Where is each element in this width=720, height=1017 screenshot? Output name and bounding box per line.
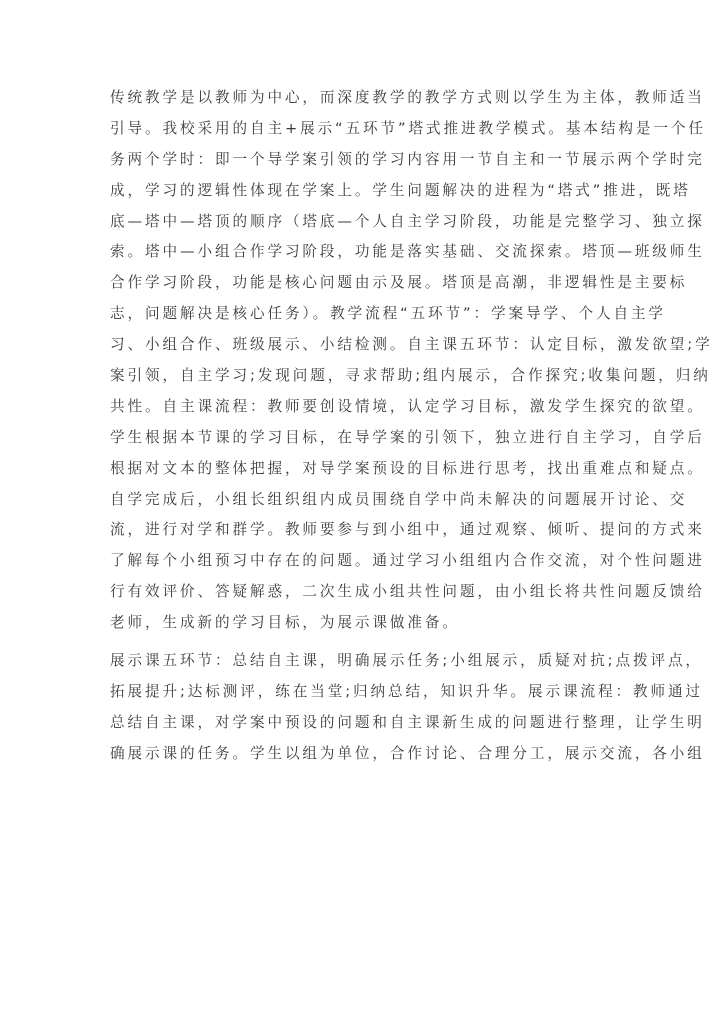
text-line: 引导。我校采用的自主+展示“五环节”塔式推进教学模式。基本结构是一个任 [110, 119, 706, 137]
text-line: 志，问题解决是核心任务）。教学流程“五环节”：学案导学、个人自主学 [110, 305, 666, 323]
text-line: 行有效评价、答疑解惑，二次生成小组共性问题，由小组长将共性问题反馈给 [110, 583, 705, 601]
text-line: 拓展提升;达标测评，练在当堂;归纳总结，知识升华。展示课流程：教师通过 [110, 682, 703, 700]
text-line: 索。塔中—小组合作学习阶段，功能是落实基础、交流探索。塔顶—班级师生 [110, 243, 705, 261]
text-line: 了解每个小组预习中存在的问题。通过学习小组组内合作交流，对个性问题进 [110, 552, 705, 570]
text-line: 展示课五环节：总结自主课，明确展示任务;小组展示，质疑对抗;点拨评点， [110, 652, 703, 670]
text-line: 流，进行对学和群学。教师要参与到小组中，通过观察、倾听、提问的方式来 [110, 521, 705, 539]
text-line: 合作学习阶段，功能是核心问题由示及展。塔顶是高潮，非逻辑性是主要标 [110, 274, 688, 292]
text-line: 成，学习的逻辑性体现在学案上。学生问题解决的进程为“塔式”推进，既塔 [110, 181, 691, 199]
text-line: 确展示课的任务。学生以组为单位，合作讨论、合理分工，展示交流，各小组 [110, 744, 705, 762]
paragraph-2 [110, 646, 705, 770]
paragraph-1 [110, 83, 713, 639]
text-line: 底—塔中—塔顶的顺序（塔底—个人自主学习阶段，功能是完整学习、独立探 [110, 212, 705, 230]
text-line: 传统教学是以教师为中心，而深度教学的教学方式则以学生为主体，教师适当 [110, 89, 705, 106]
text-line: 共性。自主课流程：教师要创设情境，认定学习目标，激发学生探究的欲望。 [110, 397, 705, 415]
text-line: 老师，生成新的学习目标，为展示课做准备。 [110, 614, 460, 632]
text-line: 总结自主课，对学案中预设的问题和自主课新生成的问题进行整理，让学生明 [110, 713, 705, 731]
document-page [110, 83, 713, 770]
text-line: 根据对文本的整体把握，对导学案预设的目标进行思考，找出重难点和疑点。 [110, 459, 705, 477]
text-line: 自学完成后，小组长组织组内成员围绕自学中尚未解决的问题展开讨论、交 [110, 490, 688, 508]
text-line: 学生根据本节课的学习目标，在导学案的引领下，独立进行自主学习，自学后 [110, 428, 705, 446]
text-line: 习、小组合作、班级展示、小结检测。自主课五环节：认定目标，激发欲望;学 [110, 336, 713, 354]
text-line: 案引领，自主学习;发现问题，寻求帮助;组内展示，合作探究;收集问题，归纳 [110, 367, 711, 385]
text-line: 务两个学时：即一个导学案引领的学习内容用一节自主和一节展示两个学时完 [110, 150, 705, 168]
